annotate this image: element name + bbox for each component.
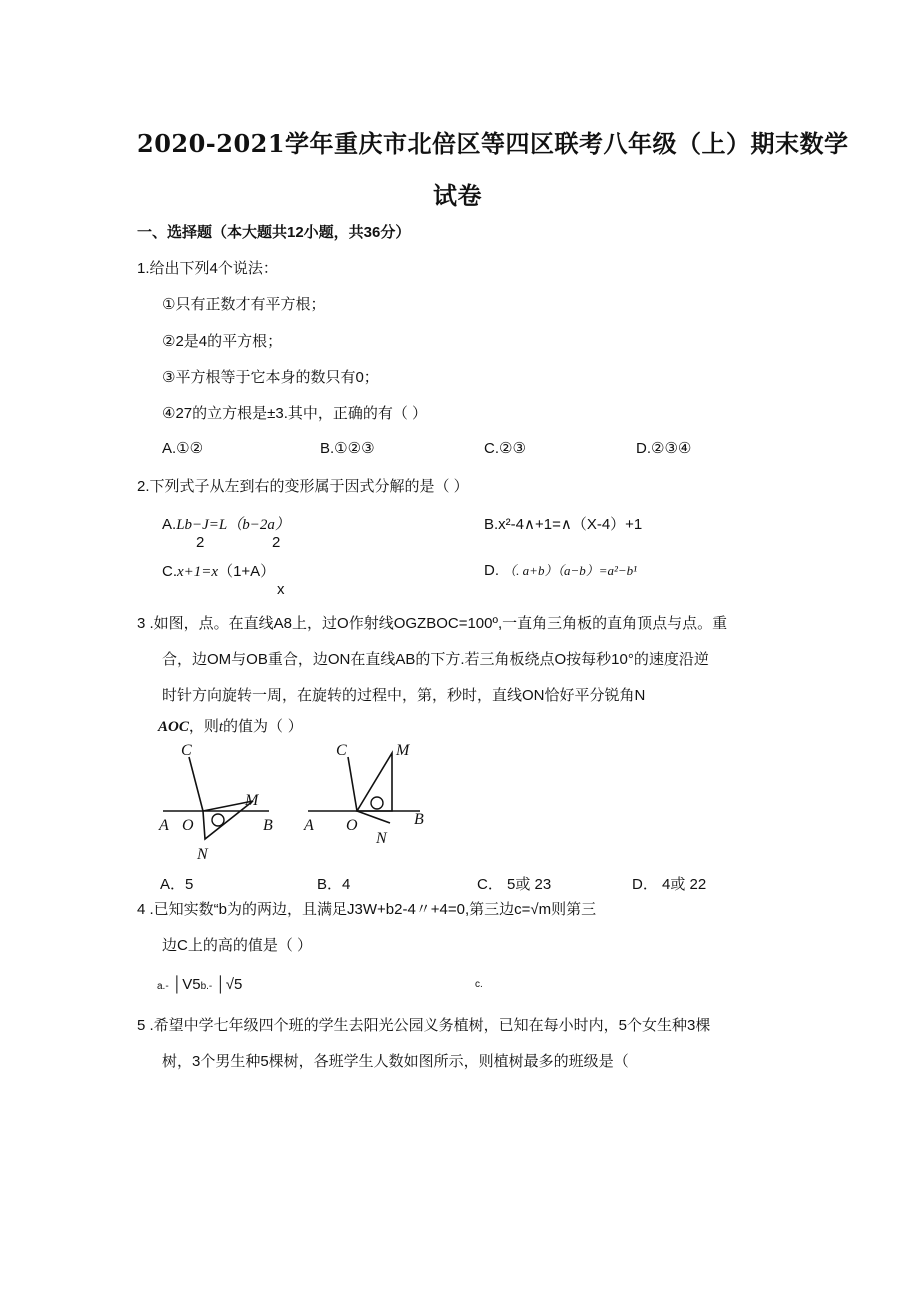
q5-line-2: 树，3个男生种5棵树，各班学生人数如图所示，则植树最多的班级是（: [162, 1053, 629, 1070]
q5-line-1: 5 .希望中学七年级四个班的学生去阳光公园义务植树，已知在每小时内，5个女生种3棵: [137, 1017, 711, 1034]
triangle-hole: [212, 814, 224, 826]
q3-line-3: 时针方向旋转一周，在旋转的过程中，第，秒时，直线ON恰好平分锐角N: [162, 687, 646, 704]
page-title-line2: 试卷: [433, 181, 482, 210]
q1-option-d: D.②③④: [636, 440, 692, 457]
label-m: M: [396, 742, 410, 759]
q1-statement-2: ②2是4的平方根；: [162, 333, 283, 350]
q1-statement-3: ③平方根等于它本身的数只有0；: [162, 369, 379, 386]
q1-option-c: C.②③: [484, 440, 526, 457]
q3-figure-1: [155, 735, 285, 865]
q2-option-a-letter: A.: [162, 516, 177, 533]
q4-line-2: 边C上的高的值是（ ）: [162, 937, 313, 954]
q2-option-a: [162, 513, 290, 534]
side-on: [357, 811, 390, 823]
section-header: 一、选择题（本大题共12小题，共36分）: [137, 224, 411, 241]
label-b: B: [263, 817, 273, 834]
q2-option-a-expr: Lb−J=L（b−2a）: [176, 517, 290, 533]
q3-var-t: t: [218, 719, 224, 735]
q2-option-c-letter: C.: [162, 563, 177, 580]
q2-option-d-letter: D.: [484, 562, 499, 579]
q2-stem: 2.下列式子从左到右的变形属于因式分解的是（ ）: [137, 478, 469, 495]
page-title: 2020-2021学年重庆市北倍区等四区联考八年级（上）期末数学: [137, 129, 849, 158]
q4-option-a-label: a.-: [157, 981, 169, 992]
q1-option-b: B.①②③: [320, 440, 375, 457]
q3-line-4: [158, 715, 303, 736]
q3-then: ，则: [188, 717, 219, 735]
q3-line-1: 3 .如图，点。在直线A8上，过O作射线OGZBOC=100º,一直角三角板的直角顶点与点。重: [137, 615, 728, 632]
label-a: A: [304, 817, 314, 834]
label-o: O: [346, 817, 358, 834]
q2-option-c: [162, 560, 275, 581]
q2-option-d-expr: （. a+b）（a−b）=a²−b¹: [503, 563, 638, 578]
label-o: O: [182, 817, 194, 834]
label-m: M: [245, 792, 259, 809]
q3-option-a: A．5: [160, 876, 194, 893]
ray-oc: [348, 757, 357, 811]
ray-oc: [189, 757, 203, 811]
label-c: C: [336, 742, 347, 759]
q3-option-c: C． 5或 23: [477, 876, 552, 893]
triangle-hole: [371, 797, 383, 809]
label-b: B: [414, 811, 424, 828]
label-n: N: [197, 846, 208, 863]
q2-option-a-sub2: 2: [272, 534, 281, 551]
q1-option-a: A.①②: [162, 440, 204, 457]
q2-option-b: B.x²-4∧+1=∧（X-4）+1: [484, 516, 643, 533]
q2-option-a-sub1: 2: [196, 534, 205, 551]
q4-line-1: 4 .已知实数“b为的两边，且满足J3W+b2-4〃+4=0,第三边c=√m则第三: [137, 901, 597, 918]
label-n: N: [376, 830, 387, 847]
label-c: C: [181, 742, 192, 759]
q3-option-d: D． 4或 22: [632, 876, 707, 893]
q1-statement-4: ④27的立方根是±3.其中，正确的有（ ）: [162, 405, 428, 422]
q3-option-b: B．4: [317, 876, 351, 893]
q4-option-b-value: │√5: [216, 976, 243, 993]
q3-line-2: 合，边OM与OB重合，边ON在直线AB的下方.若三角板绕点O按每秒10°的速度沿逆: [162, 651, 709, 668]
q3-value-of: 的值为（ ）: [223, 717, 303, 735]
q2-option-c-sub: x: [277, 581, 285, 598]
q4-option-a-value: │V5: [172, 976, 201, 993]
triangle-omn: [357, 753, 392, 811]
q2-option-c-rest: （1+A）: [218, 563, 276, 580]
q4-option-b-label: b.-: [200, 981, 213, 992]
q2-option-d: [484, 560, 637, 579]
q3-angle-aoc: AOC: [158, 719, 189, 735]
label-a: A: [159, 817, 169, 834]
q1-statement-1: ①只有正数才有平方根；: [162, 296, 326, 313]
q4-option-c-label: c.: [475, 979, 483, 990]
q1-stem: 1.给出下列4个说法：: [137, 260, 278, 277]
q4-options: [157, 976, 242, 993]
q3-figure-2: [300, 735, 440, 865]
q2-option-c-expr: x+1=x: [177, 564, 219, 580]
